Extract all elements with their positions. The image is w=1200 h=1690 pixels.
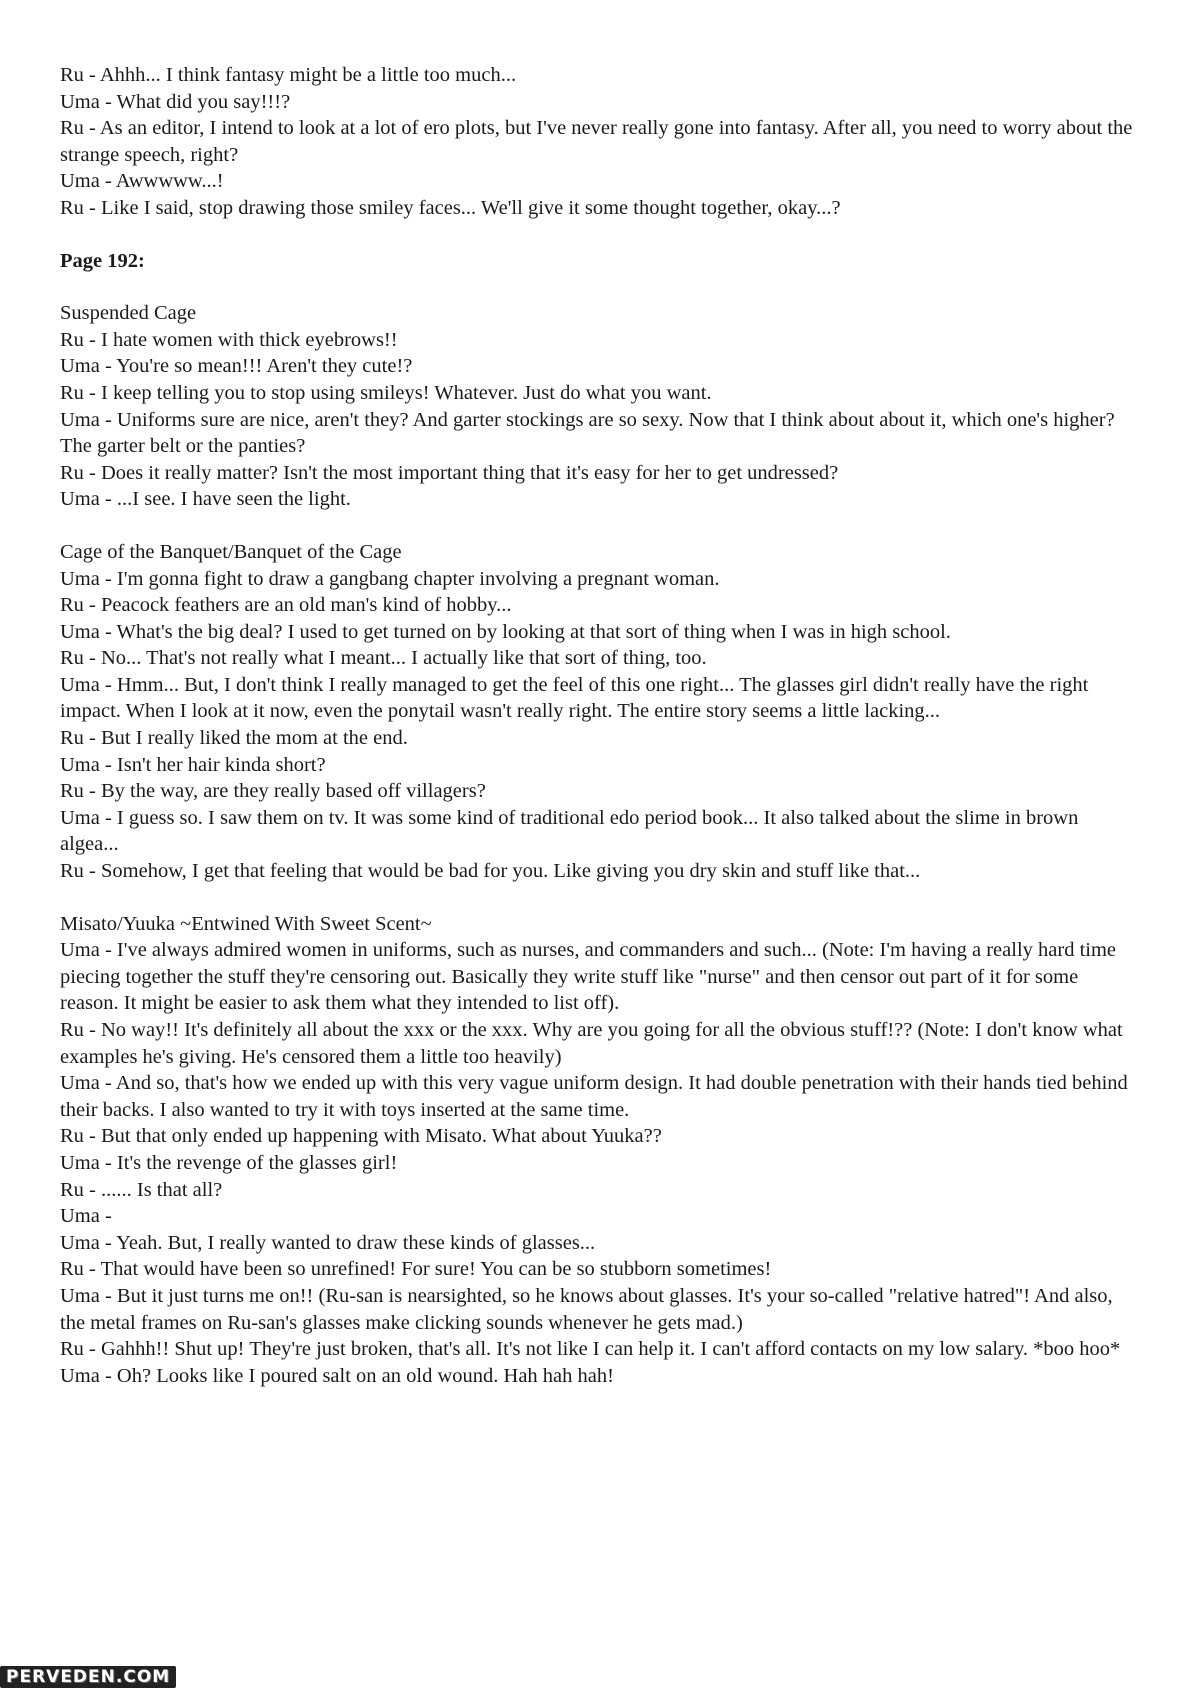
dialogue-line: Uma - — [60, 1205, 112, 1228]
dialogue-line: Uma - Uniforms sure are nice, aren't they? And garter stockings are so sexy. Now that I think about about it, which one's higher? The garter belt or the panties? — [60, 408, 1115, 458]
dialogue-line: Uma - You're so mean!!! Aren't they cute!? — [60, 355, 413, 378]
dialogue-line: Ru - I keep telling you to stop using smileys! Whatever. Just do what you want. — [60, 381, 712, 404]
section-misato-yuuka — [60, 911, 1140, 1390]
dialogue-line: Uma - What did you say!!!? — [60, 90, 291, 113]
dialogue-line: Uma - Awwwww...! — [60, 170, 224, 193]
dialogue-line: Ru - Gahhh!! Shut up! They're just broken, that's all. It's not like I can help it. I can't afford contacts on my low salary. *boo hoo* — [60, 1338, 1121, 1361]
dialogue-line: Uma - And so, that's how we ended up with this very vague uniform design. It had double penetration with their hands tied behind their backs. I also wanted to try it with toys inserted at the same time. — [60, 1072, 1128, 1121]
dialogue-line: Ru - Like I said, stop drawing those smiley faces... We'll give it some thought together, okay...? — [60, 196, 841, 219]
dialogue-line: Uma - I'm gonna fight to draw a gangbang chapter involving a pregnant woman. — [60, 567, 720, 590]
dialogue-line: Ru - But I really liked the mom at the end. — [60, 727, 408, 750]
dialogue-line: Ru - No... That's not really what I meant... I actually like that sort of thing, too. — [60, 647, 707, 670]
section-title: Cage of the Banquet/Banquet of the Cage — [60, 540, 402, 563]
dialogue-line: Ru - Does it really matter? Isn't the most important thing that it's easy for her to get undressed? — [60, 461, 839, 484]
section-gap — [60, 885, 1140, 911]
section-title: Suspended Cage — [60, 302, 197, 325]
section-title: Misato/Yuuka ~Entwined With Sweet Scent~ — [60, 912, 432, 935]
section-banquet-cage — [60, 539, 1140, 885]
transcript-page — [60, 62, 1140, 1389]
dialogue-line: Ru - That would have been so unrefined! For sure! You can be so stubborn sometimes! — [60, 1258, 772, 1281]
dialogue-line: Ru - But that only ended up happening with Misato. What about Yuuka?? — [60, 1125, 662, 1148]
site-watermark-logo: PERVEDEN.COM — [0, 1666, 176, 1688]
dialogue-line: Uma - Yeah. But, I really wanted to draw these kinds of glasses... — [60, 1231, 596, 1254]
opening-dialogue — [60, 62, 1140, 222]
dialogue-line: Ru - ...... Is that all? — [60, 1178, 223, 1201]
dialogue-line: Ru - Peacock feathers are an old man's kind of hobby... — [60, 594, 512, 617]
dialogue-line: Uma - Isn't her hair kinda short? — [60, 753, 326, 776]
dialogue-line: Ru - Ahhh... I think fantasy might be a little too much... — [60, 64, 517, 86]
dialogue-line: Ru - I hate women with thick eyebrows!! — [60, 328, 398, 351]
dialogue-line: Uma - I've always admired women in uniforms, such as nurses, and commanders and such... (Note: I'm having a really hard time piecing together the stuff they're censoring out. Basically they write stuff like "nurse" and then censor out part of it for some reason. It might be easier to ask them what they intended to list off). — [60, 939, 1117, 1015]
dialogue-line: Ru - By the way, are they really based off villagers? — [60, 780, 486, 803]
dialogue-line: Uma - It's the revenge of the glasses girl! — [60, 1151, 398, 1174]
dialogue-line: Uma - I guess so. I saw them on tv. It was some kind of traditional edo period book... It also talked about the slime in brown algea... — [60, 806, 1079, 856]
dialogue-line: Uma - Hmm... But, I don't think I really managed to get the feel of this one right... The glasses girl didn't really have the right impact. When I look at it now, even the ponytail wasn't really right. The entire story seems a little lacking... — [60, 673, 1089, 723]
dialogue-line: Ru - As an editor, I intend to look at a lot of ero plots, but I've never really gone into fantasy. After all, you need to worry about the strange speech, right? — [60, 117, 1133, 166]
section-suspended-cage — [60, 300, 1140, 513]
dialogue-line: Ru - No way!! It's definitely all about the xxx or the xxx. Why are you going for all the obvious stuff!?? (Note: I don't know what examples he's giving. He's censored them a little too heavily) — [60, 1019, 1123, 1068]
page-heading: Page 192: — [60, 249, 145, 272]
dialogue-line: Ru - Somehow, I get that feeling that would be bad for you. Like giving you dry skin and stuff like that... — [60, 860, 921, 883]
dialogue-line: Uma - Oh? Looks like I poured salt on an old wound. Hah hah hah! — [60, 1364, 614, 1387]
dialogue-line: Uma - ...I see. I have seen the light. — [60, 488, 351, 511]
dialogue-line: Uma - What's the big deal? I used to get turned on by looking at that sort of thing when I was in high school. — [60, 620, 951, 643]
section-gap — [60, 513, 1140, 539]
dialogue-line: Uma - But it just turns me on!! (Ru-san is nearsighted, so he knows about glasses. It's your so-called "relative hatred"! And also, the metal frames on Ru-san's glasses make clicking sounds whenever he gets mad.) — [60, 1284, 1113, 1334]
